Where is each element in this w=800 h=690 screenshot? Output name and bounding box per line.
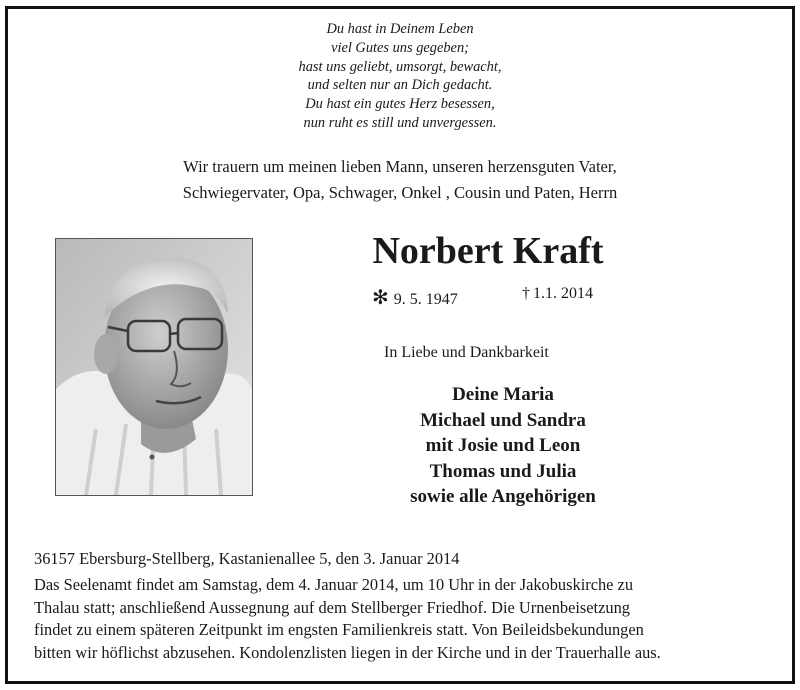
address-line: 36157 Ebersburg-Stellberg, Kastanienallee 5, den 3. Januar 2014	[34, 549, 460, 568]
deceased-name: Norbert Kraft	[372, 230, 604, 272]
notice-line: bitten wir höflichst abzusehen. Kondolenzlisten liegen in der Kirche und in der Trauerhalle aus.	[34, 642, 661, 662]
poem-line: viel Gutes uns gegeben;	[331, 39, 469, 56]
poem-line: nun ruht es still und unvergessen.	[303, 114, 497, 131]
service-notice	[34, 574, 771, 664]
poem	[0, 20, 800, 133]
birth-date	[372, 285, 458, 310]
poem-line: und selten nur an Dich gedacht.	[307, 77, 493, 94]
notice-line: Das Seelenamt findet am Samstag, dem 4. Januar 2014, um 10 Uhr in der Jakobuskirche zu	[34, 575, 634, 594]
notice-line: Thalau statt; anschließend Aussegnung auf dem Stellberger Friedhof. Die Urnenbeisetzung	[34, 597, 630, 617]
tagline: In Liebe und Dankbarkeit	[384, 344, 549, 361]
mourner-line: Michael und Sandra	[420, 409, 586, 431]
death-date-value: 1.1. 2014	[533, 285, 593, 302]
portrait-photo	[55, 238, 253, 496]
birth-star-icon: ✻	[372, 287, 389, 309]
mourner-line: Thomas und Julia	[429, 460, 577, 482]
mourner-line: Deine Maria	[452, 384, 554, 405]
intro-line: Schwiegervater, Opa, Schwager, Onkel , Cousin und Paten, Herrn	[182, 183, 618, 202]
poem-line: Du hast in Deinem Leben	[326, 21, 474, 37]
intro-line: Wir trauern um meinen lieben Mann, unseren herzensguten Vater,	[183, 157, 617, 176]
birth-date-value: 9. 5. 1947	[393, 291, 458, 308]
poem-line: hast uns geliebt, umsorgt, bewacht,	[298, 58, 502, 75]
poem-line: Du hast ein gutes Herz besessen,	[305, 96, 495, 113]
death-cross-icon: †	[522, 285, 530, 302]
mourners-list	[286, 382, 720, 510]
death-date	[522, 285, 593, 303]
notice-line: findet zu einem späteren Zeitpunkt im engsten Familienkreis statt. Von Beileidsbekundungen	[34, 620, 644, 639]
intro-text	[0, 154, 800, 206]
mourner-line: sowie alle Angehörigen	[410, 486, 596, 507]
mourner-line: mit Josie und Leon	[425, 435, 581, 456]
